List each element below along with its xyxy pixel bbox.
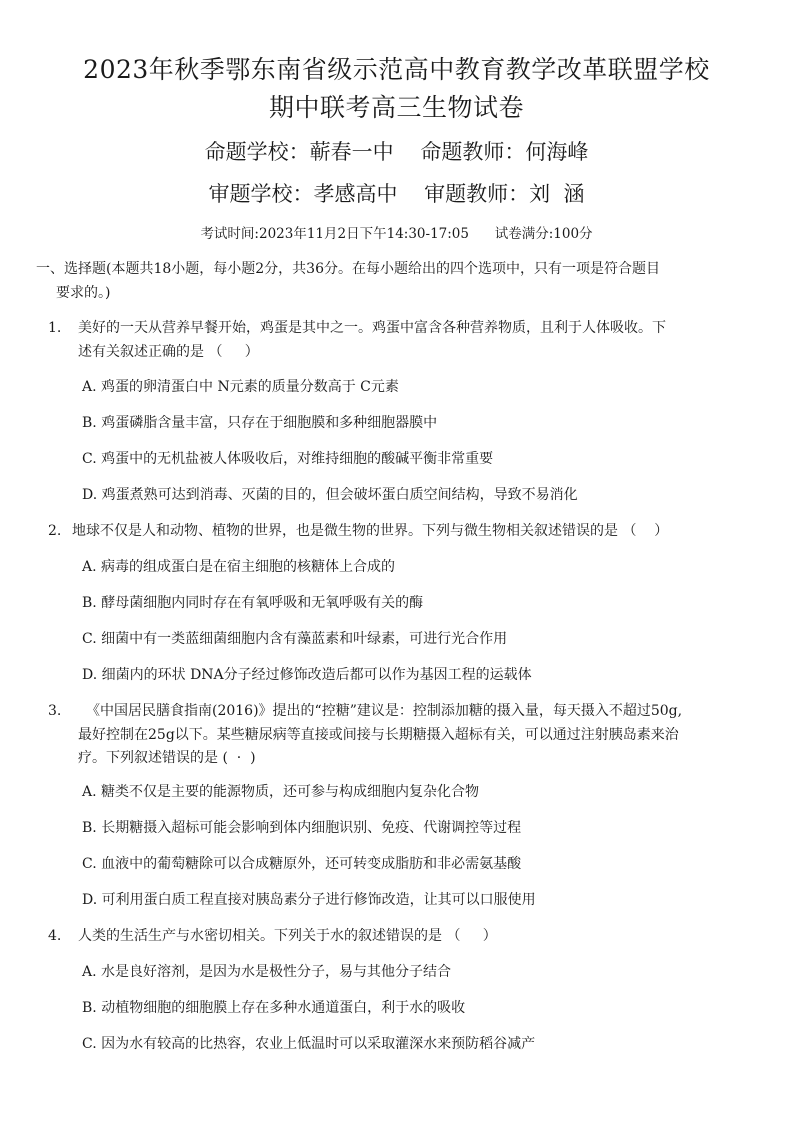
section-heading-line1: 一、选择题(本题共18小题，每小题2分，共36分。在每小题给出的四个选项中，只有一项是符合题目 bbox=[36, 261, 660, 277]
question-3-number: 3. bbox=[48, 703, 62, 719]
question-1-option-b: B. 鸡蛋磷脂含量丰富，只存在于细胞膜和多种细胞器膜中 bbox=[82, 415, 438, 431]
question-1-option-c: C. 鸡蛋中的无机盐被人体吸收后，对维持细胞的酸碱平衡非常重要 bbox=[82, 451, 494, 467]
question-3-stem-line2: 最好控制在25g以下。某些糖尿病等直接或间接与长期糖摄入超标有关，可以通过注射胰岛素来治 bbox=[78, 727, 679, 743]
question-3-option-c: C. 血液中的葡萄糖除可以合成糖原外，还可转变成脂肪和非必需氨基酸 bbox=[82, 856, 522, 872]
question-3-option-b: B. 长期糖摄入超标可能会影响到体内细胞识别、免疫、代谢调控等过程 bbox=[82, 820, 522, 836]
question-4-option-b: B. 动植物细胞的细胞膜上存在多种水通道蛋白，利于水的吸收 bbox=[82, 1000, 466, 1016]
question-1-stem-line2: 述有关叙述正确的是 （ ） bbox=[78, 344, 259, 360]
question-2-option-d: D. 细菌内的环状 DNA分子经过修饰改造后都可以作为基因工程的运载体 bbox=[82, 667, 532, 683]
setter-info: 命题学校：蕲春一中 命题教师：何海峰 bbox=[204, 140, 589, 164]
question-1-number: 1. bbox=[48, 320, 62, 336]
question-4-option-c: C. 因为水有较高的比热容，农业上低温时可以采取灌深水来预防稻谷减产 bbox=[82, 1036, 536, 1052]
reviewer-info: 审题学校：孝感高中 审题教师：刘 涵 bbox=[208, 182, 585, 206]
question-1-stem-line1: 美好的一天从营养早餐开始，鸡蛋是其中之一。鸡蛋中富含各种营养物质，且利于人体吸收。下 bbox=[78, 320, 666, 336]
exam-time-info: 考试时间:2023年11月2日下午14:30-17:05 试卷满分:100分 bbox=[200, 226, 593, 242]
question-2-stem-line1: 地球不仅是人和动物、植物的世界，也是微生物的世界。下列与微生物相关叙述错误的是 （ ） bbox=[72, 523, 669, 539]
question-3-stem-line3: 疗。下列叙述错误的是 ( · ) bbox=[78, 750, 256, 766]
question-4-number: 4. bbox=[48, 928, 62, 944]
exam-title-line1: 2023年秋季鄂东南省级示范高中教育教学改革联盟学校 bbox=[83, 55, 710, 84]
question-2-option-b: B. 酵母菌细胞内同时存在有氧呼吸和无氧呼吸有关的酶 bbox=[82, 595, 424, 611]
question-4-stem-line1: 人类的生活生产与水密切相关。下列关于水的叙述错误的是 （ ） bbox=[78, 928, 497, 944]
section-heading-line2: 要求的。) bbox=[56, 285, 111, 301]
question-2-option-c: C. 细菌中有一类蓝细菌细胞内含有藻蓝素和叶绿素，可进行光合作用 bbox=[82, 631, 508, 647]
question-2-option-a: A. 病毒的组成蛋白是在宿主细胞的核糖体上合成的 bbox=[82, 559, 396, 575]
question-3-option-d: D. 可利用蛋白质工程直接对胰岛素分子进行修饰改造，让其可以口服使用 bbox=[82, 892, 536, 908]
question-4-option-a: A. 水是良好溶剂，是因为水是极性分子，易与其他分子结合 bbox=[82, 964, 452, 980]
question-1-option-a: A. 鸡蛋的卵清蛋白中 N元素的质量分数高于 C元素 bbox=[82, 379, 399, 395]
question-2-number: 2. bbox=[48, 523, 62, 539]
question-3-stem-line1: 《中国居民膳食指南(2016)》提出的“控糖”建议是：控制添加糖的摄入量，每天摄入不超过50g, bbox=[86, 703, 683, 719]
exam-title-line2: 期中联考高三生物试卷 bbox=[268, 93, 524, 122]
question-1-option-d: D. 鸡蛋煮熟可达到消毒、灭菌的目的，但会破坏蛋白质空间结构，导致不易消化 bbox=[82, 487, 578, 503]
question-3-option-a: A. 糖类不仅是主要的能源物质，还可参与构成细胞内复杂化合物 bbox=[82, 784, 480, 800]
